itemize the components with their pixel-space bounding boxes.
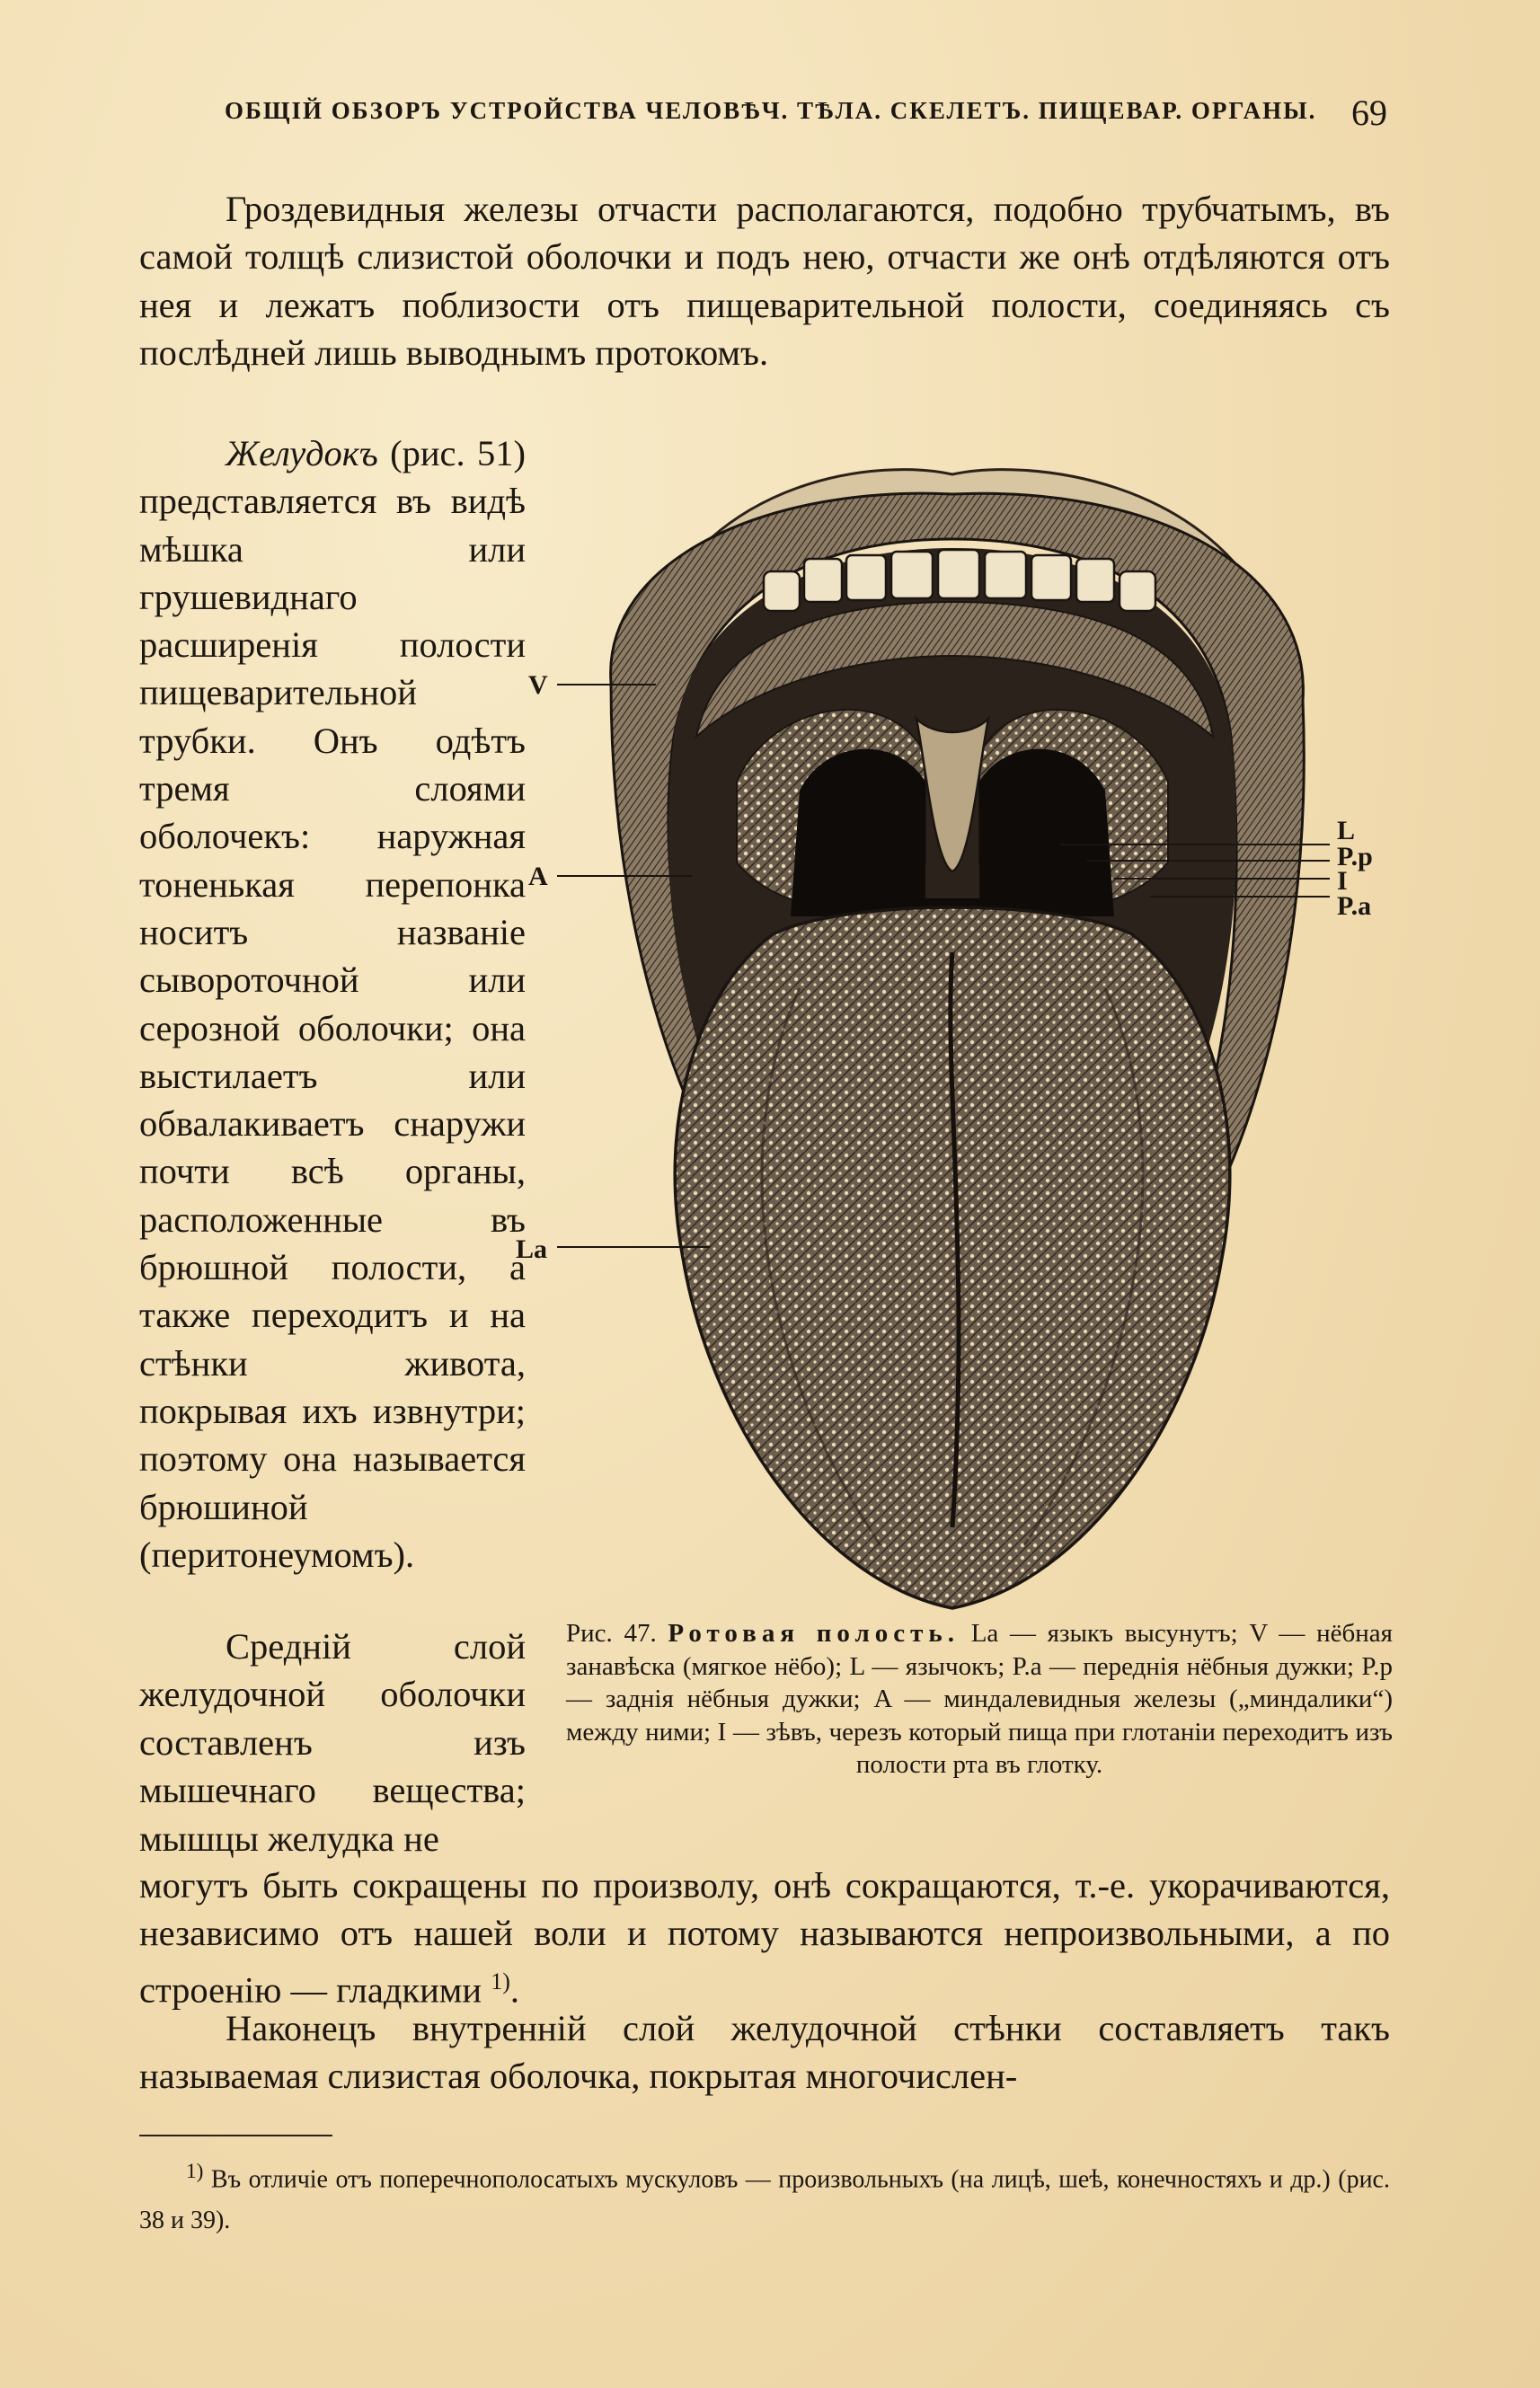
figure-caption [566,1617,1393,1782]
running-title: ОБЩІЙ ОБЗОРЪ УСТРОЙСТВА ЧЕЛОВѢЧ. ТѢЛА. СКЕЛЕТЪ. ПИЩЕВАР. ОРГАНЫ. [225,97,1317,124]
oral-cavity-illustration [503,359,1402,1617]
paragraph-middle-layer-cont [139,1862,1390,2014]
footnote-mark: 1) [186,2160,204,2183]
label-L: L [1337,816,1356,845]
paragraph-middle-layer [139,1623,526,1862]
term-stomach: Желудокъ [226,433,378,473]
label-I: I [1337,866,1348,896]
caption-text: La — языкъ высунутъ; V — нёбная занавѣска (мягкое нёбо); L — язычокъ; P.a — переднія нёбныя дужки; P.p — заднія нёбныя дужки; A — миндалевидныя железы („миндалики“) между ними; I — зѣвъ, черезъ который пища при глотаніи переходитъ изъ полости рта въ глотку. [566,1619,1393,1780]
footnote-text: Въ отличіе отъ поперечнополосатыхъ мускуловъ — произвольныхъ (на лицѣ, шеѣ, конечностяхъ и др.) (рис. 38 и 39). [139,2165,1390,2235]
footnote [139,2151,1390,2242]
paragraph-text: Гроздевидныя железы отчасти располагаются, подобно трубчатымъ, въ самой толщѣ слизистой оболочки и подъ нею, отчасти же онѣ отдѣляются отъ нея и лежатъ поблизости отъ пищеварительной полости, соединяясь съ послѣдней лишь выводнымъ протокомъ. [139,189,1390,374]
paragraph-glands [139,185,1390,377]
paragraph-text: (рис. 51) представляется въ видѣ мѣшка или грушевиднаго расширенія полости пищеварительной трубки. Онъ одѣтъ тремя слоями оболочекъ: наружная тоненькая перепонка носитъ названіе сывороточной или серозной оболочки; она выстилаетъ или обвалакиваетъ снаружи почти всѣ органы, расположенные въ брюшной полости, а также переходитъ и на стѣнки живота, покрывая ихъ извнутри; поэтому она называется брюшиной (перитонеумомъ). [139,433,526,1575]
period: . [509,1969,519,2011]
label-Pa: P.a [1337,891,1372,921]
running-header [225,93,1387,133]
paragraph-stomach [139,429,526,1579]
footnote-ref: 1) [491,1968,510,1994]
label-A: A [528,862,548,891]
paragraph-text: Наконецъ внутренній слой желудочной стѣнки составляетъ такъ называемая слизистая оболочка, покрытая многочислен- [139,2008,1390,2097]
caption-lead: Рис. 47. [566,1619,657,1648]
label-V: V [528,670,548,700]
paragraph-text: Средній слой желудочной оболочки составленъ изъ мышечнаго вещества; мышцы желудка не [139,1626,526,1859]
caption-title: Ротовая полость. [668,1619,960,1648]
label-La: La [516,1234,548,1264]
label-Pp: P.p [1337,842,1373,871]
paragraph-inner-layer [139,2004,1390,2101]
paragraph-text: могутъ быть сокращены по произволу, онѣ сокращаются, т.-е. укорачиваются, независимо отъ нашей воли и потому называются непроизвольными, а по строенію — гладкими [139,1865,1390,2011]
footnote-rule [139,2135,332,2136]
page-number: 69 [1351,93,1387,133]
